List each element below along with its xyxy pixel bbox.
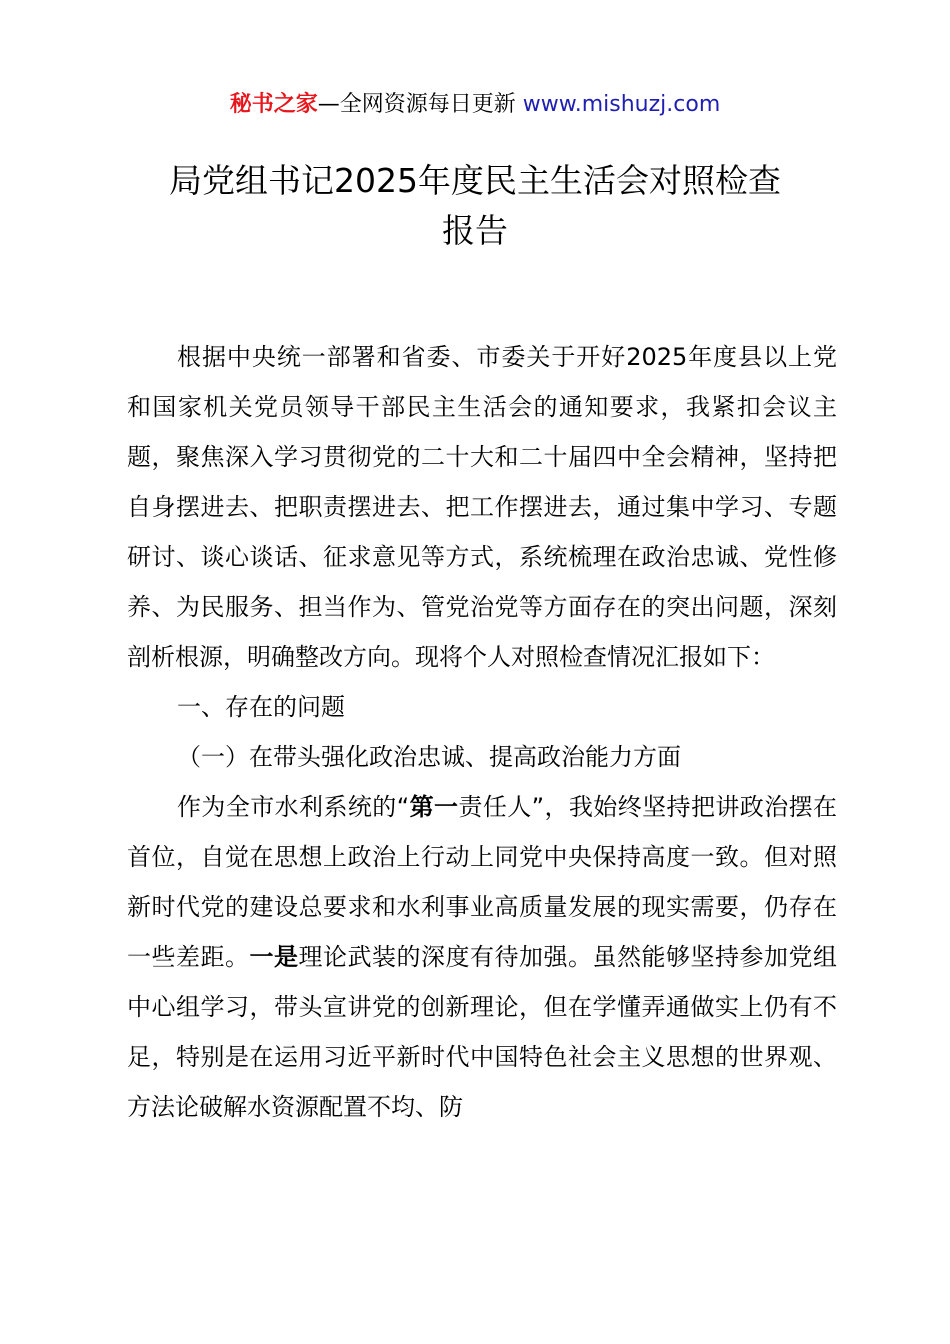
body-paragraph: [127, 782, 837, 1132]
intro-paragraph: 根据中央统一部署和省委、市委关于开好2025年度县以上党和国家机关党员领导干部民主生活会的通知要求，我紧扣会议主题，聚焦深入学习贯彻党的二十大和二十届四中全会精神，坚持把自身摆进去、把职责摆进去、把工作摆进去，通过集中学习、专题研讨、谈心谈话、征求意见等方式，系统梳理在政治忠诚、党性修养、为民服务、担当作为、管党治党等方面存在的突出问题，深刻剖析根源，明确整改方向。现将个人对照检查情况汇报如下：: [127, 343, 837, 671]
para2-bold-2: 一是: [249, 943, 299, 971]
title-line-1: 局党组书记2025年度民主生活会对照检查: [169, 161, 781, 200]
header-tagline: —全网资源每日更新: [317, 92, 516, 117]
para2-text-3: 理论武装的深度有待加强。虽然能够坚持参加党组中心组学习，带头宣讲党的创新理论，但在学懂弄通做实上仍有不足，特别是在运用习近平新时代中国特色社会主义思想的世界观、方法论破解水资源配置不均、防: [127, 943, 837, 1121]
para2-bold-1: 第一: [409, 793, 459, 821]
document-title: [120, 156, 830, 256]
section-heading: 一、存在的问题: [177, 693, 345, 721]
site-url-link[interactable]: www.mishuzj.com: [522, 92, 721, 117]
site-header: [0, 88, 950, 122]
document-body: [127, 332, 837, 1132]
subsection-heading: （一）在带头强化政治忠诚、提高政治能力方面: [177, 743, 681, 771]
title-line-2: 报告: [442, 211, 508, 250]
para2-text-1: 作为全市水利系统的“: [177, 793, 410, 821]
brand-name: 秘书之家: [229, 92, 318, 117]
para2-text-2: 责任人”，我始终坚持把讲政治摆在首位，自觉在思想上政治上行动上同党中央保持高度一致。但对照新时代党的建设总要求和水利事业高质量发展的现实需要，仍存在一些差距。: [127, 793, 838, 971]
